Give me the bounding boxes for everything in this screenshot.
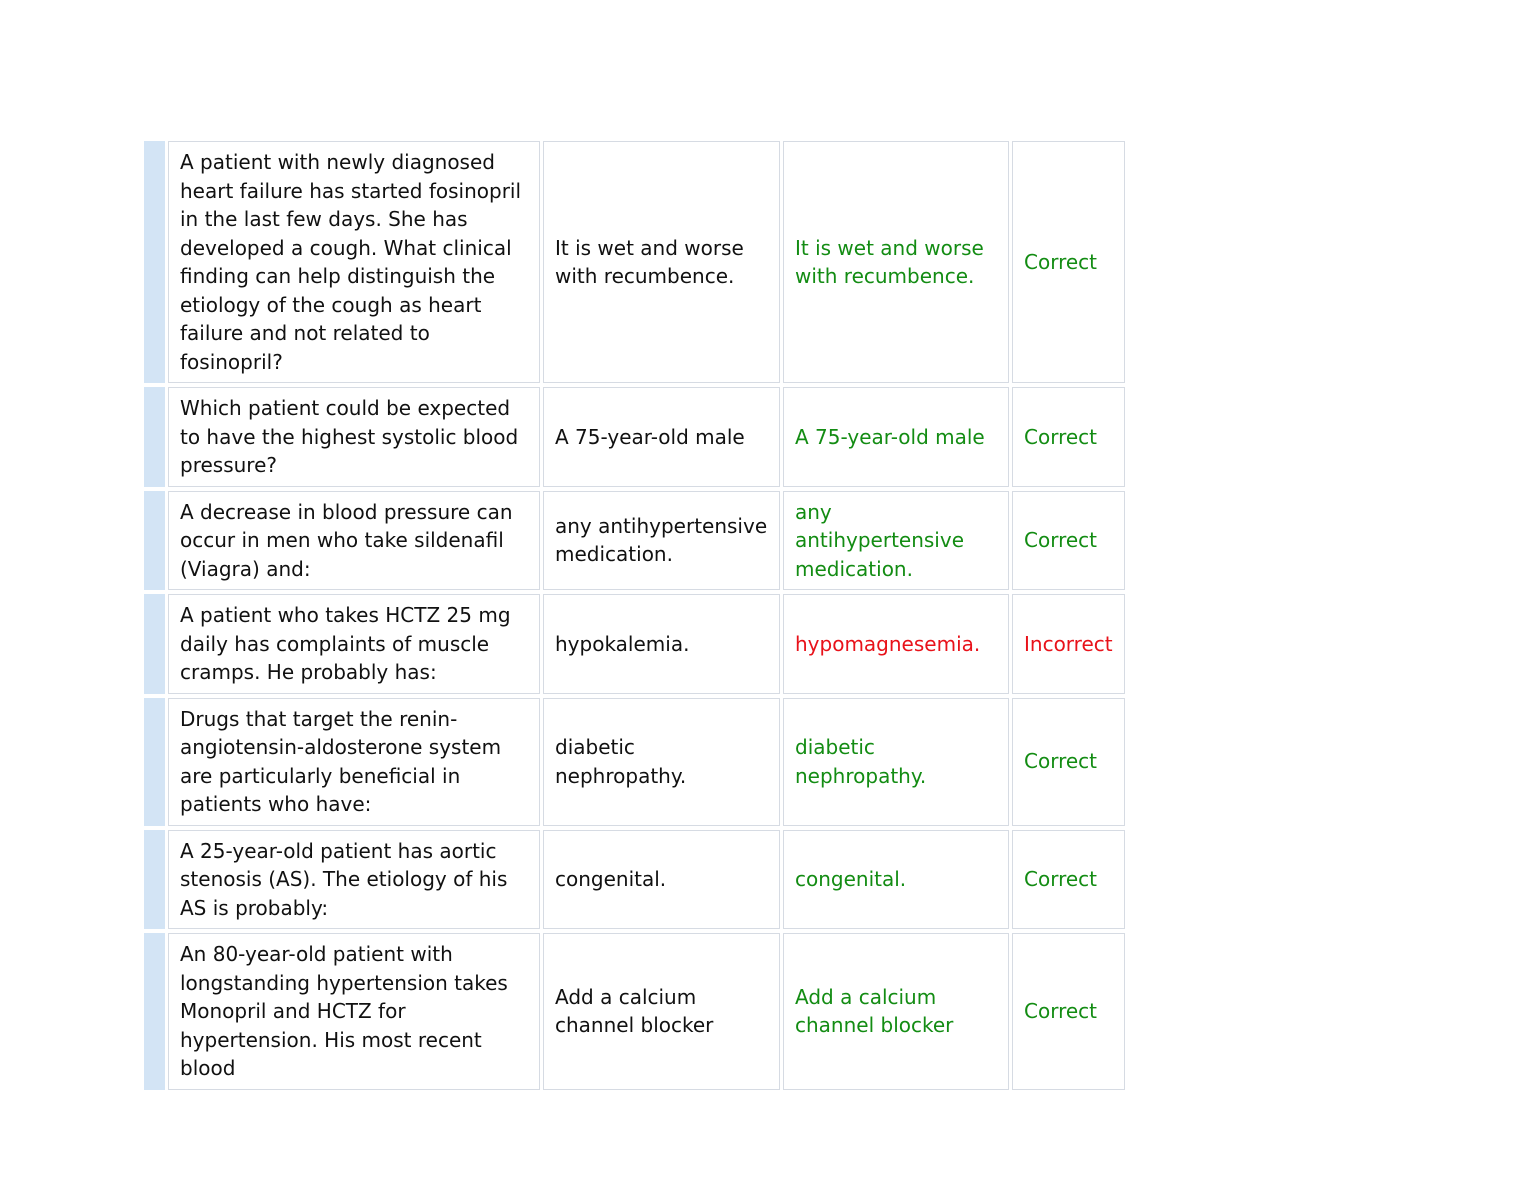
result-status: Correct — [1012, 387, 1125, 487]
table-row — [144, 491, 1125, 591]
result-status: Correct — [1012, 491, 1125, 591]
row-marker — [144, 933, 165, 1090]
question-cell: A decrease in blood pressure can occur in men who take sildenafil (Viagra) and: — [168, 491, 540, 591]
correct-answer-cell: It is wet and worse with recumbence. — [543, 141, 780, 383]
user-answer-cell: A 75-year-old male — [783, 387, 1009, 487]
question-cell: Which patient could be expected to have the highest systolic blood pressure? — [168, 387, 540, 487]
question-cell: An 80-year-old patient with longstanding hypertension takes Monopril and HCTZ for hypertension. His most recent blood — [168, 933, 540, 1090]
question-cell: A 25-year-old patient has aortic stenosis (AS). The etiology of his AS is probably: — [168, 830, 540, 930]
row-marker — [144, 594, 165, 694]
row-marker — [144, 141, 165, 383]
row-marker — [144, 491, 165, 591]
question-cell: A patient who takes HCTZ 25 mg daily has complaints of muscle cramps. He probably has: — [168, 594, 540, 694]
user-answer-cell: any antihypertensive medication. — [783, 491, 1009, 591]
quiz-results-table — [141, 137, 1128, 1094]
correct-answer-cell: any antihypertensive medication. — [543, 491, 780, 591]
result-status: Incorrect — [1012, 594, 1125, 694]
result-status: Correct — [1012, 830, 1125, 930]
result-status: Correct — [1012, 141, 1125, 383]
table-row — [144, 141, 1125, 383]
table-row — [144, 594, 1125, 694]
user-answer-cell: It is wet and worse with recumbence. — [783, 141, 1009, 383]
table-row — [144, 698, 1125, 826]
user-answer-cell: diabetic nephropathy. — [783, 698, 1009, 826]
table-row — [144, 387, 1125, 487]
user-answer-cell: hypomagnesemia. — [783, 594, 1009, 694]
result-status: Correct — [1012, 698, 1125, 826]
user-answer-cell: congenital. — [783, 830, 1009, 930]
correct-answer-cell: diabetic nephropathy. — [543, 698, 780, 826]
table-row — [144, 830, 1125, 930]
correct-answer-cell: hypokalemia. — [543, 594, 780, 694]
table-row — [144, 933, 1125, 1090]
question-cell: Drugs that target the renin-angiotensin-aldosterone system are particularly beneficial in patients who have: — [168, 698, 540, 826]
correct-answer-cell: congenital. — [543, 830, 780, 930]
row-marker — [144, 698, 165, 826]
row-marker — [144, 830, 165, 930]
row-marker — [144, 387, 165, 487]
correct-answer-cell: A 75-year-old male — [543, 387, 780, 487]
question-cell: A patient with newly diagnosed heart failure has started fosinopril in the last few days. She has developed a cough. What clinical finding can help distinguish the etiology of the cough as heart failure and not related to fosinopril? — [168, 141, 540, 383]
result-status: Correct — [1012, 933, 1125, 1090]
user-answer-cell: Add a calcium channel blocker — [783, 933, 1009, 1090]
correct-answer-cell: Add a calcium channel blocker — [543, 933, 780, 1090]
